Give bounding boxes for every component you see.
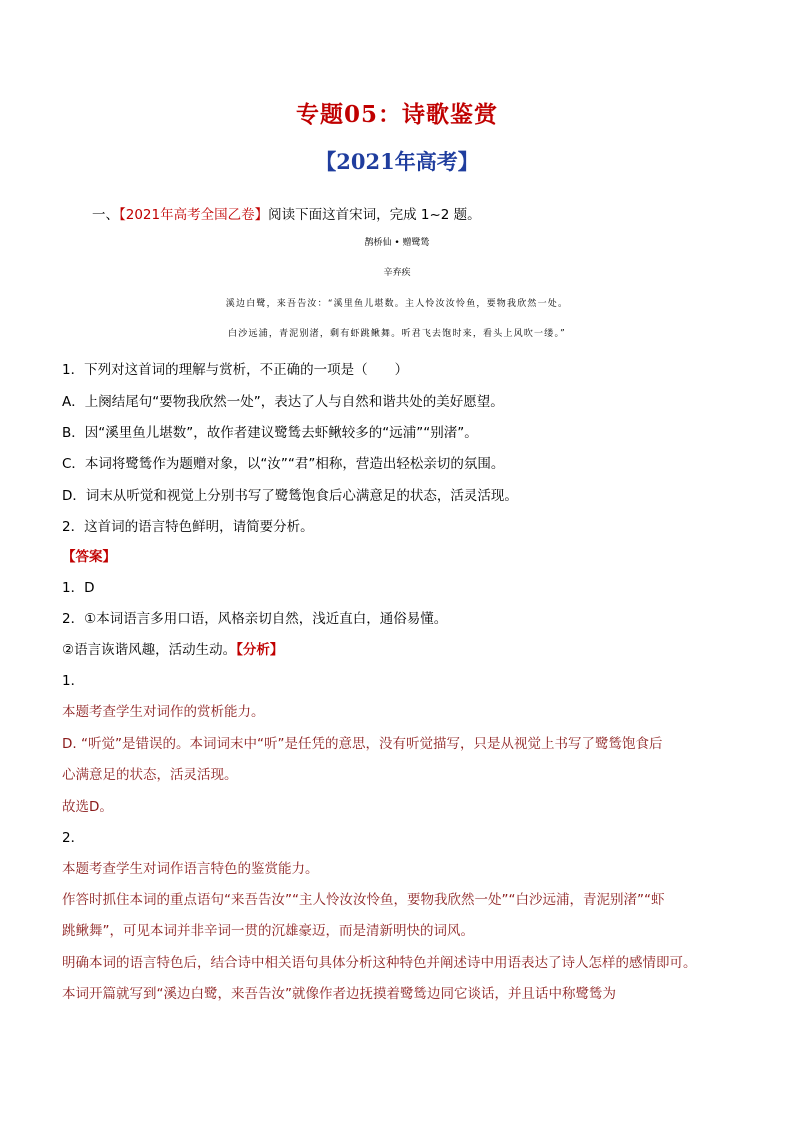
answer-2-line-2: ②语言诙谐风趣，活动生动。 bbox=[62, 642, 237, 658]
analysis-paragraph: D. “听觉”是错误的。本词词末中“听”是任凭的意思，没有听觉描写，只是从视觉上书写了鹭鸶饱食后 bbox=[62, 736, 663, 752]
option-d: D．词末从听觉和视觉上分别书写了鹭鸶饱食后心满意足的状态，活灵活现。 bbox=[62, 488, 518, 504]
analysis-paragraph: 本词开篇就写到“溪边白鹭，来吾告汝”就像作者边抚摸着鹭鸶边同它谈话，并且话中称鹭鸶为 bbox=[62, 986, 616, 1002]
analysis-paragraph: 本题考查学生对词作语言特色的鉴赏能力。 bbox=[62, 861, 319, 877]
poem-line-1: 溪边白鹭，来吾告汝：“溪里鱼儿堪数。主人怜汝汝怜鱼，要物我欣然一处。 bbox=[225, 299, 569, 309]
analysis-number-1: 1． bbox=[62, 673, 85, 689]
analysis-paragraph: 本题考查学生对词作的赏析能力。 bbox=[62, 704, 265, 720]
poem-line-2: 白沙远浦，青泥别渚，剩有虾跳鳅舞。听君飞去饱时来，看头上风吹一缕。” bbox=[228, 329, 566, 339]
answer-label: 【答案】 bbox=[62, 549, 116, 565]
intro-source: 【2021年高考全国乙卷】 bbox=[119, 207, 269, 223]
intro-text: 阅读下面这首宋词，完成 1~2 题。 bbox=[268, 207, 481, 223]
question-2: 2．这首词的语言特色鲜明，请简要分析。 bbox=[62, 519, 314, 535]
analysis-paragraph: 跳鳅舞”，可见本词并非辛词一贯的沉雄豪迈，而是清新明快的词风。 bbox=[62, 923, 474, 939]
option-c: C．本词将鹭鸶作为题赠对象，以“汝”“君”相称，营造出轻松亲切的氛围。 bbox=[62, 456, 505, 472]
option-a: A．上阕结尾句“要物我欣然一处”，表达了人与自然和谐共处的美好愿望。 bbox=[62, 394, 504, 410]
analysis-paragraph: 故选D。 bbox=[62, 799, 113, 815]
answer-2: 2．①本词语言多用口语，风格亲切自然，浅近直白，通俗易懂。 bbox=[62, 611, 448, 627]
analysis-label: 【分析】 bbox=[236, 642, 284, 658]
question-intro bbox=[92, 203, 481, 223]
analysis-paragraph: 明确本词的语言特色后，结合诗中相关语句具体分析这种特色并阐述诗中用语表达了诗人怎样的感情即可。 bbox=[62, 955, 697, 971]
poem-title: 鹊桥仙 • 赠鹭鸶 bbox=[364, 238, 430, 248]
answer-1: 1．D bbox=[62, 580, 95, 596]
question-1: 1．下列对这首词的理解与赏析，不正确的一项是（ ） bbox=[62, 362, 409, 378]
analysis-paragraph: 心满意足的状态，活灵活现。 bbox=[62, 767, 238, 783]
page-title: 专题05：诗歌鉴赏 bbox=[295, 101, 498, 128]
analysis-paragraph: 作答时抓住本词的重点语句“来吾告汝”“主人怜汝汝怜鱼，要物我欣然一处”“白沙远浦，青泥别渚”“虾 bbox=[62, 892, 665, 908]
answer-2-continued bbox=[62, 638, 283, 658]
poem-author: 辛弃疾 bbox=[383, 268, 411, 278]
section-subtitle: 【2021年高考】 bbox=[315, 149, 479, 174]
intro-prefix: 一、 bbox=[92, 207, 119, 223]
option-b: B．因“溪里鱼儿堪数”，故作者建议鹭鸶去虾鳅较多的“远浦”“别渚”。 bbox=[62, 425, 478, 441]
analysis-number-2: 2． bbox=[62, 830, 85, 846]
